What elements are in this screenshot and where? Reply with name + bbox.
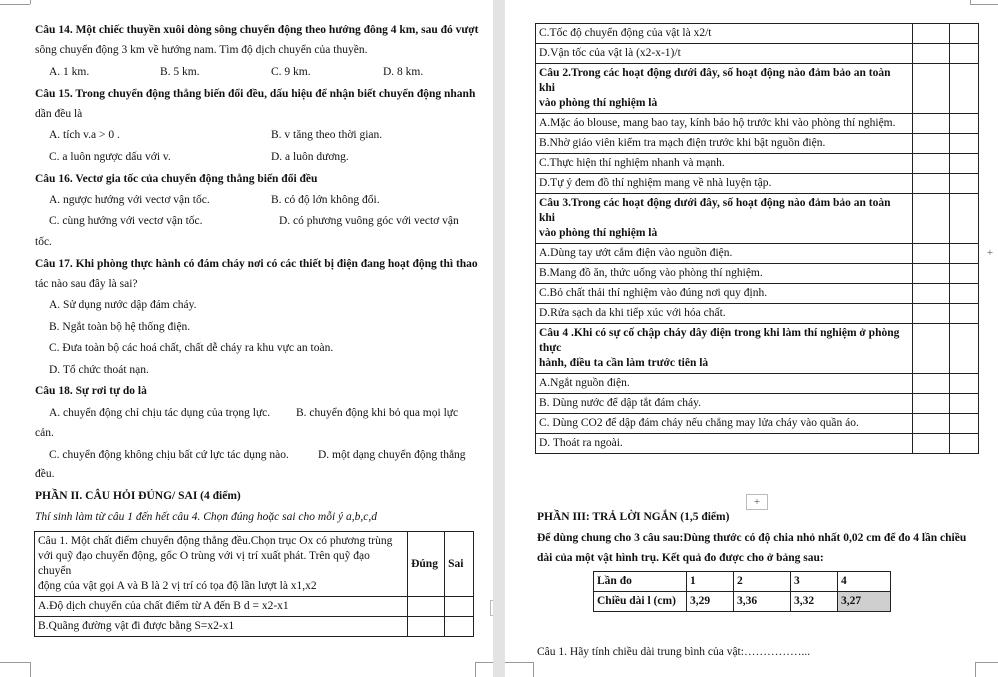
tf-answer-cell[interactable] [950, 194, 979, 244]
meas-val-4: 3,27 [838, 592, 891, 612]
tf-answer-cell[interactable] [950, 114, 979, 134]
tf-row-text [536, 414, 913, 434]
tf-answer-cell[interactable] [913, 244, 950, 264]
tf-answer-cell[interactable] [950, 44, 979, 64]
tf-answer-cell[interactable] [950, 414, 979, 434]
q18-stem: Câu 18. Sự rơi tự do là [35, 385, 147, 397]
tf-answer-cell[interactable] [950, 154, 979, 174]
q14-line2: sông chuyển động 3 km về hướng nam. Tìm độ dịch chuyển của thuyền. [35, 44, 368, 56]
tf-q1-line3: động của vật gọi A và B là 2 vị trí có tọa độ lần lượt là x1,x2 [38, 580, 317, 592]
tf-answer-cell[interactable] [950, 324, 979, 374]
tf-answer-cell[interactable] [913, 324, 950, 374]
part2-title: PHẦN II. CÂU HỎI ĐÚNG/ SAI (4 điểm) [35, 490, 241, 502]
tf-answer-cell[interactable] [913, 394, 950, 414]
q18-opt-b-cont: cản. [35, 427, 54, 439]
tf-answer-cell[interactable] [913, 134, 950, 154]
q14-opt-d: D. 8 km. [383, 66, 424, 78]
table-row [35, 597, 474, 617]
tf-answer-cell[interactable] [950, 304, 979, 324]
tf-row-text [536, 284, 913, 304]
tf-row-line: vào phòng thí nghiệm là [539, 227, 658, 239]
table-row [35, 617, 474, 637]
tf-answer-cell[interactable] [950, 134, 979, 154]
right-page [505, 0, 998, 677]
tf-row-text [536, 154, 913, 174]
tf-q1-a: A.Độ dịch chuyển của chất điểm từ A đến B d = x2-x1 [35, 597, 408, 617]
tf-q1-line2: với quỹ đạo chuyển động, gốc O trùng với vị trí xuất phát. Trên quỹ đạo chuyển [38, 550, 370, 577]
tf-answer-cell[interactable] [913, 174, 950, 194]
left-page [0, 0, 493, 677]
tf-q1-line1: Câu 1. Một chất điểm chuyển động thẳng đều.Chọn trục Ox có phương trùng [38, 535, 393, 547]
q15-opt-d: D. a luôn dương. [271, 151, 349, 163]
tf-row-text [536, 194, 913, 244]
tf-row-line: B.Nhờ giáo viên kiểm tra mạch điện trước khi bật nguồn điện. [539, 137, 826, 149]
tf-row-text [536, 134, 913, 154]
crop-mark [975, 662, 976, 677]
q16-opt-a: A. ngược hướng với vectơ vận tốc. [49, 194, 210, 206]
tf-answer-cell[interactable] [950, 284, 979, 304]
q17-opt-a: A. Sử dụng nước dập đám cháy. [49, 299, 197, 311]
q16-stem: Câu 16. Vectơ gia tốc của chuyển động thẳng biến đổi đều [35, 173, 318, 185]
tf-header-sai: Sai [445, 532, 474, 597]
tf-row-line: A.Mặc áo blouse, mang bao tay, kính bảo hộ trước khi vào phòng thí nghiệm. [539, 117, 896, 129]
tf-row-text [536, 24, 913, 44]
tf-answer-cell[interactable] [913, 414, 950, 434]
tf-row-text [536, 394, 913, 414]
tf-row-line: D. Thoát ra ngoài. [539, 437, 623, 449]
meas-col-4: 4 [838, 572, 891, 592]
tf-row-line: vào phòng thí nghiệm là [539, 97, 658, 109]
tf-row-line: D.Vận tốc của vật là (x2-x-1)/t [539, 47, 681, 59]
tf-answer-cell[interactable] [913, 304, 950, 324]
tf-answer-cell[interactable] [913, 114, 950, 134]
q15-line2: dần đều là [35, 108, 83, 120]
tf-row-text [536, 114, 913, 134]
q17-opt-d: D. Tổ chức thoát nạn. [49, 364, 149, 376]
table-row [536, 64, 979, 114]
tf-q1-a-dung-cell[interactable] [408, 597, 445, 617]
table-row [536, 154, 979, 174]
part2-instructions: Thí sinh làm từ câu 1 đến hết câu 4. Chọn đúng hoặc sai cho mỗi ý a,b,c,d [35, 511, 377, 523]
q14-opt-c: C. 9 km. [271, 66, 311, 78]
meas-row-label: Chiều dài l (cm) [594, 592, 687, 612]
tf-row-line: hành, điều ta cần làm trước tiên là [539, 357, 709, 369]
q17-line2: tác nào sau đây là sai? [35, 278, 138, 290]
crop-mark [30, 662, 31, 677]
table-row [536, 374, 979, 394]
tf-answer-cell[interactable] [913, 154, 950, 174]
tf-row-line: A.Ngắt nguồn điện. [539, 377, 630, 389]
tf-answer-cell[interactable] [950, 374, 979, 394]
crop-mark [30, 0, 31, 4]
page-gutter [493, 0, 505, 677]
tf-row-text [536, 244, 913, 264]
tf-row-text [536, 44, 913, 64]
table-row [536, 414, 979, 434]
tf-answer-cell[interactable] [913, 194, 950, 244]
crop-mark [970, 0, 971, 4]
table-row [594, 572, 891, 592]
table-row [536, 264, 979, 284]
q16-opt-c: C. cùng hướng với vectơ vận tốc. [49, 215, 203, 227]
tf-row-line: C.Thực hiện thí nghiệm nhanh và mạnh. [539, 157, 725, 169]
table-row [594, 592, 891, 612]
tf-q1-stem [35, 532, 408, 597]
meas-val-3: 3,32 [791, 592, 838, 612]
tf-row-line: C. Dùng CO2 để dập đám cháy nếu chẳng may lửa cháy vào quần áo. [539, 417, 859, 429]
tf-q1-b: B.Quãng đường vật đi được bằng S=x2-x1 [35, 617, 408, 637]
tf-row-text [536, 434, 913, 454]
table-row [536, 304, 979, 324]
meas-col-1: 1 [687, 572, 734, 592]
q16-opt-d: D. có phương vuông góc với vectơ vận [279, 215, 459, 227]
meas-col-3: 3 [791, 572, 838, 592]
q18-opt-a: A. chuyển động chỉ chịu tác dụng của trọng lực. [49, 407, 271, 419]
tf-row-text [536, 264, 913, 284]
crop-mark [533, 662, 534, 677]
q15-opt-a: A. tích v.a > 0 . [49, 129, 120, 141]
tf-q1-b-sai-cell[interactable] [445, 617, 474, 637]
crop-mark [0, 4, 30, 5]
tf-answer-cell[interactable] [913, 284, 950, 304]
q18-opt-b: B. chuyển động khi bỏ qua mọi lực [296, 407, 459, 419]
tf-row-line: C.Tốc độ chuyển động của vật là x2/t [539, 27, 712, 39]
table-row [536, 324, 979, 374]
q17-opt-b: B. Ngắt toàn bộ hệ thống điện. [49, 321, 191, 333]
table-row [536, 284, 979, 304]
q18-opt-c: C. chuyển động không chịu bất cứ lực tác dụng nào. [49, 449, 289, 461]
tf-answer-cell[interactable] [913, 64, 950, 114]
tf-q1-b-dung-cell[interactable] [408, 617, 445, 637]
crop-mark [475, 662, 493, 663]
table-row [536, 244, 979, 264]
tf-answer-cell[interactable] [950, 64, 979, 114]
table-row [536, 194, 979, 244]
meas-header-label: Lần đo [594, 572, 687, 592]
crop-mark [970, 4, 998, 5]
tf-answer-cell[interactable] [950, 434, 979, 454]
crop-mark [475, 662, 476, 677]
tf-answer-cell[interactable] [913, 24, 950, 44]
q14-line1: Câu 14. Một chiếc thuyền xuôi dòng sông chuyển động theo hướng đông 4 km, sau đó vượt [35, 24, 479, 36]
table-row [536, 174, 979, 194]
add-column-plus-icon[interactable]: + [986, 247, 994, 259]
meas-val-2: 3,36 [734, 592, 791, 612]
part3-title: PHẦN III: TRẢ LỜI NGẮN (1,5 điểm) [537, 511, 730, 523]
tf-row-line: D.Tự ý đem đồ thí nghiệm mang về nhà luyện tập. [539, 177, 772, 189]
q18-opt-d: D. một dạng chuyển động thẳng [318, 449, 466, 461]
tf-row-line: B.Mang đồ ăn, thức uống vào phòng thí nghiệm. [539, 267, 763, 279]
meas-col-2: 2 [734, 572, 791, 592]
tf-answer-cell[interactable] [950, 24, 979, 44]
tf-row-line: A.Dùng tay ướt cắm điện vào nguồn điện. [539, 247, 733, 259]
tf-row-line: Câu 4 .Khi có sự cố chập cháy dây điện trong khi làm thí nghiệm ở phòng thực [539, 327, 900, 354]
tf-answer-cell[interactable] [913, 264, 950, 284]
part3-q1: Câu 1. Hãy tính chiều dài trung bình của vật:……………... [537, 646, 811, 658]
q14-opt-a: A. 1 km. [49, 66, 90, 78]
q15-line1: Câu 15. Trong chuyển động thẳng biến đổi đều, dấu hiệu để nhận biết chuyển động nhanh [35, 88, 476, 100]
q15-opt-c: C. a luôn ngược dấu với v. [49, 151, 171, 163]
tf-row-text [536, 374, 913, 394]
crop-mark [0, 662, 30, 663]
q14-opt-b: B. 5 km. [160, 66, 200, 78]
table-row [536, 44, 979, 64]
table-row [536, 134, 979, 154]
q16-opt-d-cont: tốc. [35, 236, 52, 248]
tf-answer-cell[interactable] [950, 264, 979, 284]
table-row [35, 532, 474, 597]
truefalse-table [34, 531, 474, 637]
q17-opt-c: C. Đưa toàn bộ các hoá chất, chất dễ cháy ra khu vực an toàn. [49, 342, 334, 354]
tf-answer-cell[interactable] [950, 174, 979, 194]
tf-row-text [536, 304, 913, 324]
truefalse-table-continued [535, 23, 979, 454]
tf-answer-cell[interactable] [950, 394, 979, 414]
add-row-plus-button[interactable]: + [746, 494, 768, 510]
table-row [536, 434, 979, 454]
q16-opt-b: B. có độ lớn không đổi. [271, 194, 380, 206]
tf-header-dung: Đúng [408, 532, 445, 597]
tf-row-line: Câu 2.Trong các hoạt động dưới đây, số hoạt động nào đảm bảo an toàn khi [539, 67, 891, 94]
tf-row-line: B. Dùng nước để dập tắt đám cháy. [539, 397, 701, 409]
part3-intro-line2: dài của một vật hình trụ. Kết quả đo được cho ở bảng sau: [537, 552, 824, 564]
part3-intro-line1: Để dùng chung cho 3 câu sau:Dùng thước có độ chia nhỏ nhất 0,02 cm để đo 4 lần chiều [537, 532, 967, 544]
table-row [536, 114, 979, 134]
measurement-table [593, 571, 891, 612]
q18-opt-d-cont: đều. [35, 468, 55, 480]
tf-row-text [536, 174, 913, 194]
q15-opt-b: B. v tăng theo thời gian. [271, 129, 383, 141]
tf-answer-cell[interactable] [913, 44, 950, 64]
table-row [536, 24, 979, 44]
tf-answer-cell[interactable] [913, 374, 950, 394]
tf-row-line: D.Rửa sạch da khi tiếp xúc với hóa chất. [539, 307, 726, 319]
q17-line1: Câu 17. Khi phòng thực hành có đám cháy nơi có các thiết bị điện đang hoạt động thì thao [35, 258, 478, 270]
tf-answer-cell[interactable] [950, 244, 979, 264]
crop-mark [505, 662, 533, 663]
tf-row-line: Câu 3.Trong các hoạt động dưới đây, số hoạt động nào đảm bảo an toàn khi [539, 197, 891, 224]
table-row [536, 394, 979, 414]
tf-row-line: C.Bỏ chất thải thí nghiệm vào đúng nơi quy định. [539, 287, 768, 299]
tf-row-text [536, 64, 913, 114]
crop-mark [975, 662, 998, 663]
tf-q1-a-sai-cell[interactable] [445, 597, 474, 617]
meas-val-1: 3,29 [687, 592, 734, 612]
tf-answer-cell[interactable] [913, 434, 950, 454]
tf-row-text [536, 324, 913, 374]
